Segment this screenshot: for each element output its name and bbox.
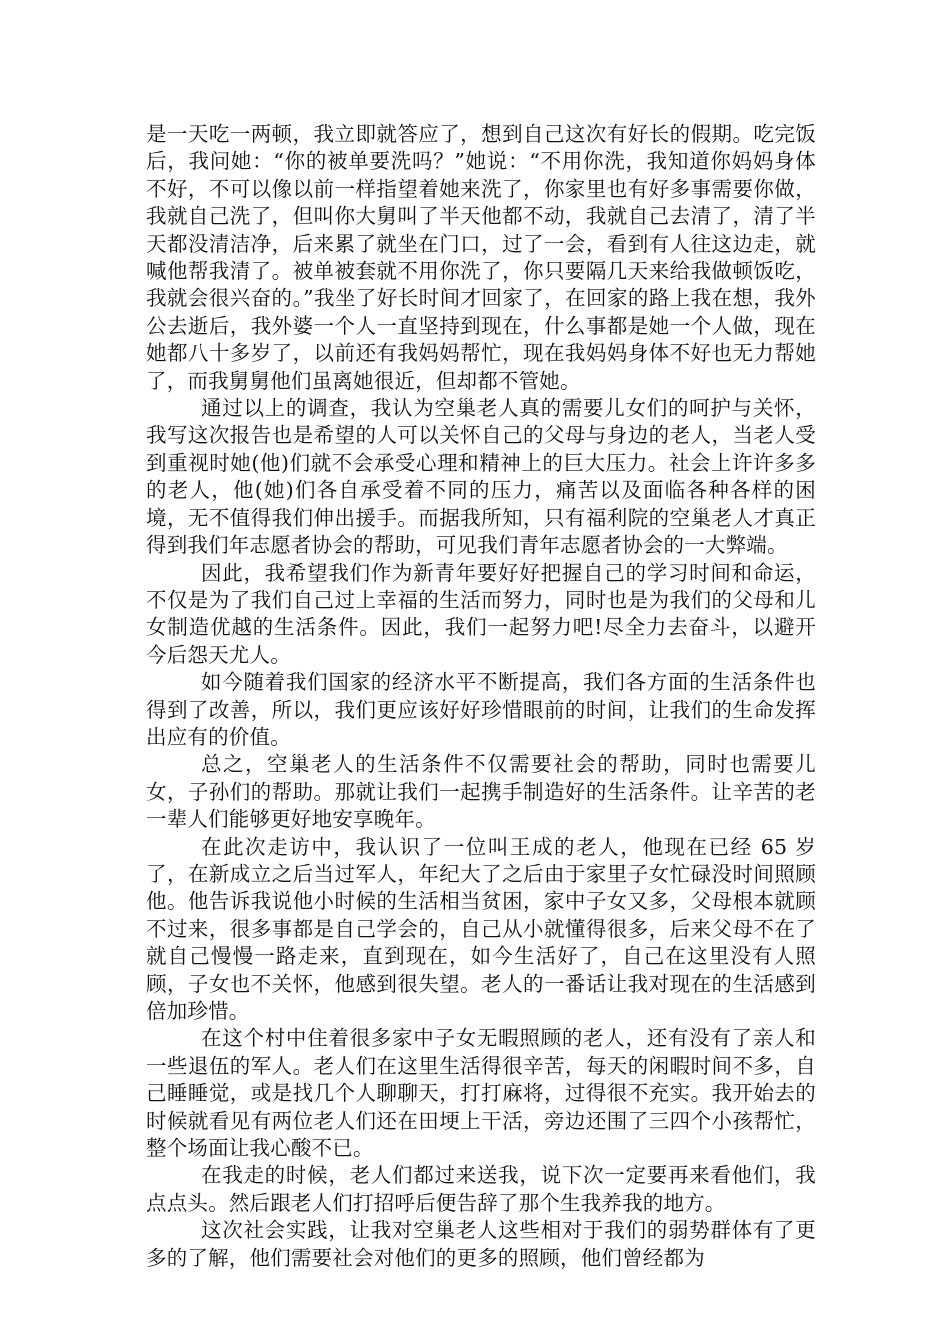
paragraph-7: 在这个村中住着很多家中子女无暇照顾的老人，还有没有了亲人和一些退伍的军人。老人们在这里生活得很辛苦，每天的闲暇时间不多，自己睡睡觉，或是找几个人聊聊天，打打麻将，过得很不充实。我开始去的时候就看见有两位老人们还在田埂上干活，旁边还围了三四个小孩帮忙，整个场面让我心酸不已。 [146, 1026, 816, 1161]
paragraph-9: 这次社会实践，让我对空巢老人这些相对于我们的弱势群体有了更多的了解，他们需要社会对他们的更多的照顾，他们曾经都为 [146, 1218, 816, 1270]
paragraph-2: 通过以上的调查，我认为空巢老人真的需要儿女们的呵护与关怀，我写这次报告也是希望的人可以关怀自己的父母与身边的老人，当老人受到重视时她(他)们就不会承受心理和精神上的巨大压力。社会上许许多多的老人，他(她)们各自承受着不同的压力，痛苦以及面临各种各样的困境，无不值得我们伸出援手。而据我所知，只有福利院的空巢老人才真正得到我们年志愿者协会的帮助，可见我们青年志愿者协会的一大弊端。 [146, 396, 816, 558]
document-body [146, 121, 816, 1272]
paragraph-3: 因此，我希望我们作为新青年要好好把握自己的学习时间和命运，不仅是为了我们自己过上幸福的生活而努力，同时也是为我们的父母和儿女制造优越的生活条件。因此，我们一起努力吧!尽全力去奋斗，以避开今后怨天尤人。 [146, 560, 816, 667]
paragraph-6: 在此次走访中，我认识了一位叫王成的老人，他现在已经 65 岁了，在新成立之后当过军人，年纪大了之后由于家里子女忙碌没时间照顾他。他告诉我说他小时候的生活相当贫困，家中子女又多，父母根本就顾不过来，很多事都是自己学会的，自己从小就懂得很多，后来父母不在了就自己慢慢一路走来，直到现在，如今生活好了，自己在这里没有人照顾，子女也不关怀，他感到很失望。老人的一番话让我对现在的生活感到倍加珍惜。 [146, 834, 816, 1023]
paragraph-5: 总之，空巢老人的生活条件不仅需要社会的帮助，同时也需要儿女，子孙们的帮助。那就让我们一起携手制造好的生活条件。让辛苦的老一辈人们能够更好地安享晚年。 [146, 752, 816, 832]
paragraph-4: 如今随着我们国家的经济水平不断提高，我们各方面的生活条件也得到了改善，所以，我们更应该好好珍惜眼前的时间，让我们的生命发挥出应有的价值。 [146, 670, 816, 749]
paragraph-8: 在我走的时候，老人们都过来送我，说下次一定要再来看他们，我点点头。然后跟老人们打招呼后便告辞了那个生我养我的地方。 [146, 1163, 816, 1215]
paragraph-1: 是一天吃一两顿，我立即就答应了，想到自己这次有好长的假期。吃完饭后，我问她：“你的被单要洗吗？”她说：“不用你洗，我知道你妈妈身体不好，不可以像以前一样指望着她来洗了，你家里也有好多事需要你做，我就自己洗了，但叫你大舅叫了半天他都不动，我就自己去清了，清了半天都没清洁净，后来累了就坐在门口，过了一会，看到有人往这边走，就喊他帮我清了。被单被套就不用你洗了，你只要隔几天来给我做顿饭吃，我就会很兴奋的。”我坐了好长时间才回家了，在回家的路上我在想，我外公去逝后，我外婆一个人一直坚持到现在，什么事都是她一个人做，现在她都八十多岁了，以前还有我妈妈帮忙，现在我妈妈身体不好也无力帮她了，而我舅舅他们虽离她很近，但却都不管她。 [146, 122, 816, 393]
